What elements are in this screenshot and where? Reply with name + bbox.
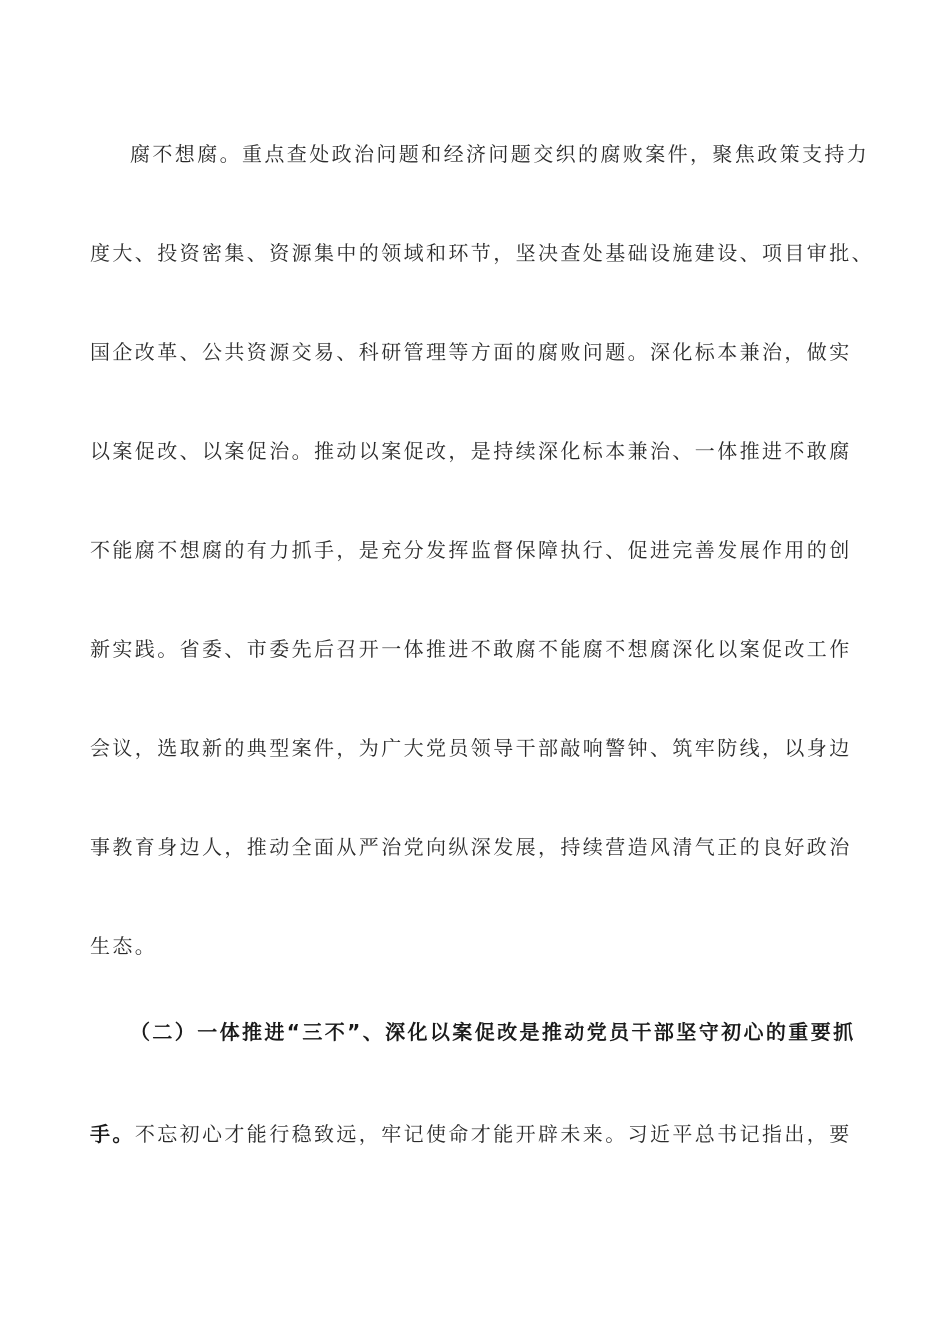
paragraph-line: 事教育身边人，推动全面从严治党向纵深发展，持续营造风清气正的良好政治 xyxy=(90,835,852,859)
paragraph-text: 不忘初心才能行稳致远，牢记使命才能开辟未来。习近平总书记指出，要 xyxy=(134,1122,852,1146)
paragraph-line: 以案促改、以案促治。推动以案促改，是持续深化标本兼治、一体推进不敢腐 xyxy=(90,439,852,463)
paragraph-line: 会议，选取新的典型案件，为广大党员领导干部敲响警钟、筑牢防线，以身边 xyxy=(90,736,852,760)
paragraph-line xyxy=(90,1120,880,1148)
paragraph-line: 新实践。省委、市委先后召开一体推进不敢腐不能腐不想腐深化以案促改工作 xyxy=(90,637,852,661)
paragraph-line: 腐不想腐。重点查处政治问题和经济问题交织的腐败案件，聚焦政策支持力 xyxy=(130,142,870,166)
section-heading: （二）一体推进“三不”、深化以案促改是推动党员干部坚守初心的重要抓 xyxy=(130,1020,856,1044)
paragraph-line: 不能腐不想腐的有力抓手，是充分发挥监督保障执行、促进完善发展作用的创 xyxy=(90,538,852,562)
paragraph-line: 度大、投资密集、资源集中的领域和环节，坚决查处基础设施建设、项目审批、 xyxy=(90,241,874,265)
paragraph-line: 生态。 xyxy=(90,934,158,958)
paragraph-line: 国企改革、公共资源交易、科研管理等方面的腐败问题。深化标本兼治，做实 xyxy=(90,340,852,364)
section-heading-end: 手。 xyxy=(90,1122,135,1146)
